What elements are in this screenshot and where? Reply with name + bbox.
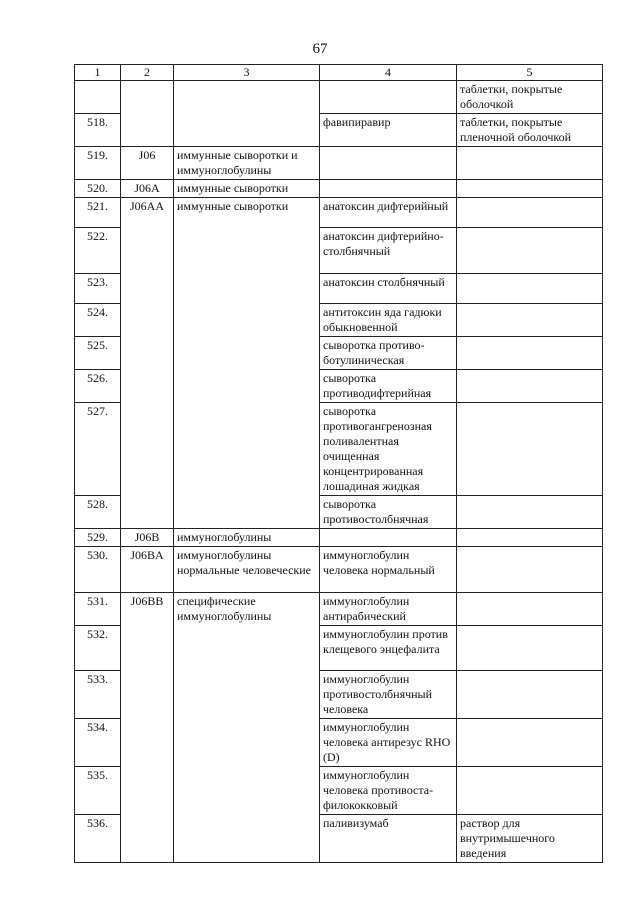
drug-name: сыворотка противо-ботулиническая	[320, 337, 457, 370]
atc-code	[121, 81, 174, 147]
dosage-form	[457, 180, 603, 198]
drug-table	[74, 64, 603, 863]
column-header: 5	[457, 65, 603, 81]
table-header-row	[75, 65, 603, 81]
table-row	[75, 147, 603, 180]
dosage-form	[457, 228, 603, 274]
atc-code: J06B	[121, 529, 174, 547]
dosage-form	[457, 529, 603, 547]
group-name: иммунные сыворотки и иммуноглобулины	[174, 147, 320, 180]
atc-code: J06BA	[121, 547, 174, 593]
row-number: 532.	[75, 626, 121, 671]
group-name: иммунные сыворотки	[174, 198, 320, 529]
group-name: специфические иммуноглобулины	[174, 593, 320, 863]
drug-name: иммуноглобулин против клещевого энцефалита	[320, 626, 457, 671]
row-number: 534.	[75, 719, 121, 767]
dosage-form	[457, 198, 603, 228]
drug-name: иммуноглобулин человека противоста-филококковый	[320, 767, 457, 815]
drug-name: анатоксин столбнячный	[320, 274, 457, 304]
atc-code: J06BB	[121, 593, 174, 863]
drug-name	[320, 180, 457, 198]
row-number: 524.	[75, 304, 121, 337]
drug-name: фавипиравир	[320, 114, 457, 147]
drug-name	[320, 81, 457, 114]
drug-name: сыворотка противогангренозная поливалентная очищенная концентрированная лошадиная жидкая	[320, 403, 457, 496]
dosage-form	[457, 547, 603, 593]
row-number: 518.	[75, 114, 121, 147]
atc-code: J06A	[121, 180, 174, 198]
column-header: 2	[121, 65, 174, 81]
drug-name: анатоксин дифтерийный	[320, 198, 457, 228]
dosage-form	[457, 403, 603, 496]
drug-name: иммуноглобулин антирабический	[320, 593, 457, 626]
drug-name: анатоксин дифтерийно-столбнячный	[320, 228, 457, 274]
drug-name: антитоксин яда гадюки обыкновенной	[320, 304, 457, 337]
dosage-form	[457, 719, 603, 767]
column-header: 3	[174, 65, 320, 81]
drug-name: сыворотка противостолбнячная	[320, 496, 457, 529]
row-number: 527.	[75, 403, 121, 496]
group-name	[174, 81, 320, 147]
drug-name	[320, 147, 457, 180]
group-name: иммуноглобулины нормальные человеческие	[174, 547, 320, 593]
table-row	[75, 593, 603, 626]
table-row	[75, 180, 603, 198]
drug-name: паливизумаб	[320, 815, 457, 863]
row-number: 531.	[75, 593, 121, 626]
column-header: 4	[320, 65, 457, 81]
dosage-form	[457, 626, 603, 671]
row-number: 523.	[75, 274, 121, 304]
row-number: 525.	[75, 337, 121, 370]
column-header: 1	[75, 65, 121, 81]
table-row	[75, 529, 603, 547]
row-number: 520.	[75, 180, 121, 198]
table-row	[75, 547, 603, 593]
drug-name: иммуноглобулин человека антирезус RHO (D)	[320, 719, 457, 767]
dosage-form	[457, 593, 603, 626]
group-name: иммунные сыворотки	[174, 180, 320, 198]
dosage-form	[457, 370, 603, 403]
table-row	[75, 198, 603, 228]
drug-name	[320, 529, 457, 547]
row-number: 529.	[75, 529, 121, 547]
row-number: 522.	[75, 228, 121, 274]
dosage-form	[457, 767, 603, 815]
dosage-form	[457, 337, 603, 370]
row-number: 519.	[75, 147, 121, 180]
dosage-form	[457, 496, 603, 529]
atc-code: J06	[121, 147, 174, 180]
group-name: иммуноглобулины	[174, 529, 320, 547]
drug-name: иммуноглобулин человека нормальный	[320, 547, 457, 593]
row-number: 530.	[75, 547, 121, 593]
table-row	[75, 81, 603, 114]
row-number: 526.	[75, 370, 121, 403]
row-number: 528.	[75, 496, 121, 529]
row-number	[75, 81, 121, 114]
dosage-form: раствор для внутримышечного введения	[457, 815, 603, 863]
row-number: 521.	[75, 198, 121, 228]
row-number: 533.	[75, 671, 121, 719]
dosage-form	[457, 304, 603, 337]
page-number: 67	[312, 41, 328, 57]
row-number: 536.	[75, 815, 121, 863]
dosage-form	[457, 274, 603, 304]
drug-name: сыворотка противодифтерийная	[320, 370, 457, 403]
dosage-form	[457, 671, 603, 719]
dosage-form: таблетки, покрытые пленочной оболочкой	[457, 114, 603, 147]
atc-code: J06AA	[121, 198, 174, 529]
row-number: 535.	[75, 767, 121, 815]
dosage-form: таблетки, покрытые оболочкой	[457, 81, 603, 114]
drug-name: иммуноглобулин противостолбнячный человека	[320, 671, 457, 719]
dosage-form	[457, 147, 603, 180]
